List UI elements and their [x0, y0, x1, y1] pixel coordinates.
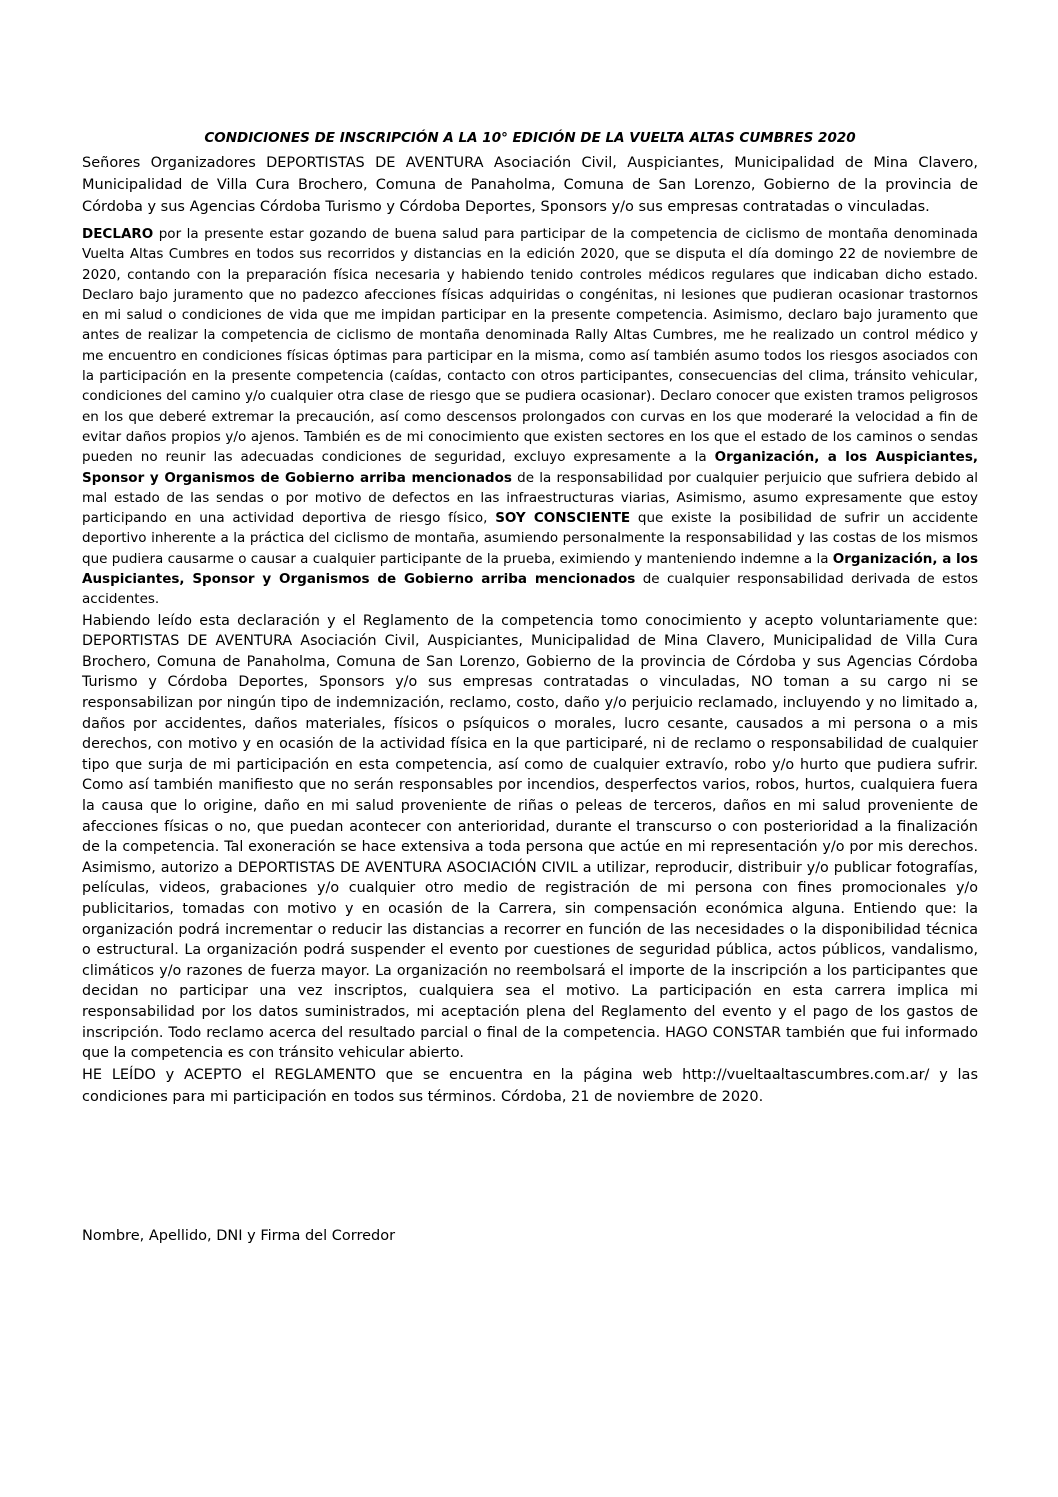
exoneration-paragraph: Habiendo leído esta declaración y el Reglamento de la competencia tomo conocimiento y acepto voluntariamente que: DEPORTISTAS DE AVENTURA Asociación Civil, Auspiciantes, Municipalidad de Mina Clavero, Municipalidad de Villa Cura Brochero, Comuna de Panaholma, Comuna de San Lorenzo, Gobierno de la provincia de Córdoba y sus Agencias Córdoba Turismo y Córdoba Deportes, Sponsors y/o sus empresas contratadas o vinculadas, NO toman a su cargo ni se responsabilizan por ningún tipo de indemnización, reclamo, costo, daño y/o perjuicio reclamado, incluyendo y no limitado a, daños por accidentes, daños materiales, físicos o psíquicos o morales, lucro cesante, causados a mi persona o a mis derechos, con motivo y en ocasión de la actividad física en la que participaré, ni de reclamo o responsabilidad de cualquier tipo que surja de mi participación en esta competencia, así como de cualquier extravío, robo y/o hurto que pudiera sufrir. Como así también manifiesto que no serán responsables por incendios, desperfectos varios, robos, hurtos, cualquiera fuera la causa que lo origine, daño en mi salud proveniente de riñas o peleas de terceros, daños en mi salud proveniente de afecciones físicas o no, que puedan acontecer con anterioridad, durante el transcurso o con posterioridad a la finalización de la competencia. Tal exoneración se hace extensiva a toda persona que actúe en mi representación y/o por mis derechos. Asimismo, autorizo a DEPORTISTAS DE AVENTURA ASOCIACIÓN CIVIL a utilizar, reproducir, distribuir y/o publicar fotografías, películas, videos, grabaciones y/o cualquier otro medio de registración de mi persona con fines promocionales y/o publicitarios, tomadas con motivo y en ocasión de la Carrera, sin compensación económica alguna. Entiendo que: la organización podrá incrementar o reducir las distancias a recorrer en función de las necesidades o la disponibilidad técnica o estructural. La organización podrá suspender el evento por cuestiones de seguridad pública, actos públicos, vandalismo, climáticos y/o razones de fuerza mayor. La organización no reembolsará el importe de la inscripción a los participantes que decidan no participar una vez inscriptos, cualquiera sea el motivo. La participación en esta carrera implica mi responsabilidad por los datos suministrados, mi aceptación plena del Reglamento del evento y el pago de los gastos de inscripción. Todo reclamo acerca del resultado parcial o final de la competencia. HAGO CONSTAR también que fui informado que la competencia es con tránsito vehicular abierto. — [82, 612, 978, 1062]
declaration-bold-1: Organización, a los Auspiciantes, Sponsor y Organismos de Gobierno arriba mencionados — [82, 449, 979, 486]
addressee-paragraph: Señores Organizadores DEPORTISTAS DE AVENTURA Asociación Civil, Auspiciantes, Municipalidad de Mina Clavero, Municipalidad de Villa Cura Brochero, Comuna de Panaholma, Comuna de San Lorenzo, Gobierno de la provincia de Córdoba y sus Agencias Córdoba Turismo y Córdoba Deportes, Sponsors y/o sus empresas contratadas o vinculadas. — [82, 155, 978, 215]
declaration-paragraph — [82, 224, 978, 610]
document-body — [82, 128, 978, 1108]
declaration-text-1: por la presente estar gozando de buena salud para participar de la competencia de ciclismo de montaña denominada Vuelta Altas Cumbres en todos sus recorridos y distancias en la edición 2020, que se disputa el día domingo 22 de noviembre de 2020, contando con la preparación física necesaria y habiendo tenido controles médicos regulares que indicaban dicho estado. Declaro bajo juramento que no padezco afecciones físicas adquiridas o congénitas, ni lesiones que pudieran ocasionar trastornos en mi salud o condiciones de vida que me impidan participar en la presente competencia. Asimismo, declaro bajo juramento que antes de realizar la competencia de ciclismo de montaña denominada Rally Altas Cumbres, me he realizado un control médico y me encuentro en condiciones físicas óptimas para participar en la misma, como así también asumo todos los riesgos asociados con la participación en la presente competencia (caídas, contacto con otros participantes, consecuencias del clima, tránsito vehicular, condiciones del camino y/o cualquier otra clase de riesgo que se pudiera ocasionar). Declaro conocer que existen tramos peligrosos en los que deberé extremar la precaución, así como descensos prolongados con curvas en los que moderaré la velocidad a fin de evitar daños propios y/o ajenos. También es de mi conocimiento que existen sectores en los que el estado de los caminos o sendas pueden no reunir las adecuadas condiciones de seguridad, excluyo expresamente a la — [82, 226, 978, 466]
document-title: CONDICIONES DE INSCRIPCIÓN A LA 10° EDICIÓN DE LA VUELTA ALTAS CUMBRES 2020 — [204, 130, 856, 146]
declaration-text-4: de cualquier responsabilidad derivada de estos accidentes. — [82, 571, 978, 608]
declaration-bold-3: Organización, a los Auspiciantes, Sponsor y Organismos de Gobierno arriba mencionados — [82, 550, 978, 588]
declaration-lead: DECLARO — [82, 226, 154, 242]
declaration-text-2: de la responsabilidad por cualquier perjuicio que sufriera debido al mal estado de las sendas o por motivo de defectos en las infraestructuras viarias, Asimismo, asumo expresamente que estoy participando en una actividad deportiva de riesgo físico, — [82, 469, 978, 527]
declaration-text-3: que existe la posibilidad de sufrir un accidente deportivo inherente a la práctica del ciclismo de montaña, asumiendo personalmente la responsabilidad y las costas de los mismos que pudiera causarme o causar a cualquier participante de la prueba, eximiendo y manteniendo indemne a la — [82, 510, 979, 567]
declaration-bold-2: SOY CONSCIENTE — [495, 510, 631, 527]
acceptance-paragraph — [82, 1064, 978, 1108]
acceptance-text-before: HE LEÍDO y ACEPTO el REGLAMENTO que se encuentra en la página web — [82, 1066, 683, 1083]
acceptance-text-after: y las condiciones para mi participación en todos sus términos. Córdoba, 21 de noviembre de 2020. — [82, 1066, 978, 1105]
signature-label: Nombre, Apellido, DNI y Firma del Corredor — [82, 1228, 396, 1244]
regulation-url: http://vueltaaltascumbres.com.ar/ — [682, 1066, 930, 1083]
